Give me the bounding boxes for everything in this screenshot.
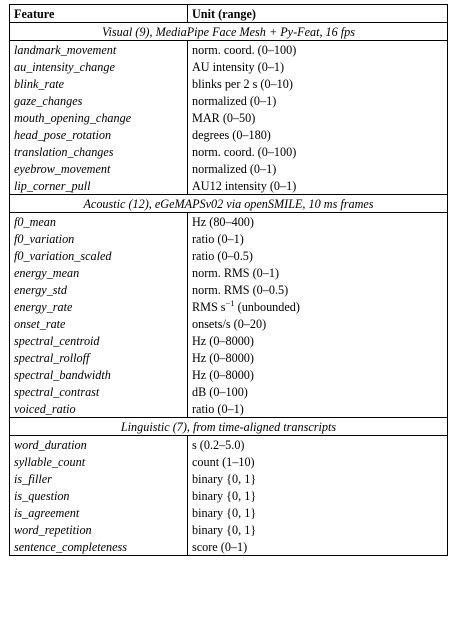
feature-unit: [188, 298, 448, 315]
feature-unit: Hz (0–8000): [188, 366, 448, 383]
feature-name: translation_changes: [10, 143, 188, 160]
feature-unit: MAR (0–50): [188, 109, 448, 126]
feature-name: word_duration: [10, 436, 188, 454]
section-title: Linguistic (7), from time-aligned transcripts: [10, 418, 448, 436]
feature-unit: binary {0, 1}: [188, 521, 448, 538]
feature-name: energy_std: [10, 281, 188, 298]
feature-name: voiced_ratio: [10, 400, 188, 418]
feature-unit: binary {0, 1}: [188, 504, 448, 521]
feature-unit: ratio (0–1): [188, 400, 448, 418]
feature-name: landmark_movement: [10, 41, 188, 59]
unit-main: RMS s: [192, 299, 226, 314]
feature-table-container: [9, 4, 448, 556]
feature-unit: binary {0, 1}: [188, 487, 448, 504]
table-row: [10, 230, 448, 247]
table-row: [10, 315, 448, 332]
feature-unit: Hz (0–8000): [188, 332, 448, 349]
feature-unit: ratio (0–0.5): [188, 247, 448, 264]
table-row: [10, 281, 448, 298]
table-row: [10, 264, 448, 281]
table-row: [10, 92, 448, 109]
table-row: [10, 143, 448, 160]
feature-name: spectral_rolloff: [10, 349, 188, 366]
section-header-acoustic: [10, 195, 448, 213]
feature-name: word_repetition: [10, 521, 188, 538]
table-row: [10, 298, 448, 315]
feature-name: onset_rate: [10, 315, 188, 332]
table-row: [10, 213, 448, 231]
feature-name: energy_mean: [10, 264, 188, 281]
section-title: Acoustic (12), eGeMAPSv02 via openSMILE, 10 ms frames: [10, 195, 448, 213]
feature-name: is_filler: [10, 470, 188, 487]
feature-unit: normalized (0–1): [188, 92, 448, 109]
table-row: [10, 160, 448, 177]
feature-unit: normalized (0–1): [188, 160, 448, 177]
unit-tail: (unbounded): [234, 299, 300, 314]
section-title: Visual (9), MediaPipe Face Mesh + Py-Feat, 16 fps: [10, 23, 448, 41]
feature-unit: ratio (0–1): [188, 230, 448, 247]
feature-unit: s (0.2–5.0): [188, 436, 448, 454]
table-row: [10, 349, 448, 366]
unit-superscript: −1: [225, 297, 235, 308]
feature-name: sentence_completeness: [10, 538, 188, 556]
feature-unit: norm. coord. (0–100): [188, 41, 448, 59]
feature-name: head_pose_rotation: [10, 126, 188, 143]
feature-unit: norm. coord. (0–100): [188, 143, 448, 160]
feature-name: eyebrow_movement: [10, 160, 188, 177]
feature-unit: Hz (80–400): [188, 213, 448, 231]
table-row: [10, 504, 448, 521]
table-row: [10, 126, 448, 143]
table-row: [10, 453, 448, 470]
table-row: [10, 521, 448, 538]
feature-unit: degrees (0–180): [188, 126, 448, 143]
table-row: [10, 75, 448, 92]
table-row: [10, 487, 448, 504]
feature-name: f0_variation: [10, 230, 188, 247]
section-header-visual: [10, 23, 448, 41]
feature-unit: dB (0–100): [188, 383, 448, 400]
feature-name: is_question: [10, 487, 188, 504]
column-header-feature: Feature: [10, 5, 188, 23]
table-row: [10, 538, 448, 556]
feature-name: spectral_centroid: [10, 332, 188, 349]
feature-unit: Hz (0–8000): [188, 349, 448, 366]
section-header-linguistic: [10, 418, 448, 436]
feature-unit: norm. RMS (0–1): [188, 264, 448, 281]
table-row: [10, 400, 448, 418]
feature-name: spectral_contrast: [10, 383, 188, 400]
table-row: [10, 177, 448, 195]
feature-unit: onsets/s (0–20): [188, 315, 448, 332]
table-row: [10, 109, 448, 126]
feature-name: mouth_opening_change: [10, 109, 188, 126]
column-header-unit: Unit (range): [188, 5, 448, 23]
feature-unit: AU12 intensity (0–1): [188, 177, 448, 195]
feature-unit: AU intensity (0–1): [188, 58, 448, 75]
feature-unit: binary {0, 1}: [188, 470, 448, 487]
feature-unit: score (0–1): [188, 538, 448, 556]
feature-name: energy_rate: [10, 298, 188, 315]
feature-name: f0_variation_scaled: [10, 247, 188, 264]
table-row: [10, 41, 448, 59]
table-row: [10, 383, 448, 400]
feature-unit: blinks per 2 s (0–10): [188, 75, 448, 92]
table-row: [10, 247, 448, 264]
feature-unit: count (1–10): [188, 453, 448, 470]
feature-name: gaze_changes: [10, 92, 188, 109]
feature-name: spectral_bandwidth: [10, 366, 188, 383]
feature-name: au_intensity_change: [10, 58, 188, 75]
feature-name: is_agreement: [10, 504, 188, 521]
feature-unit: norm. RMS (0–0.5): [188, 281, 448, 298]
table-row: [10, 332, 448, 349]
feature-name: blink_rate: [10, 75, 188, 92]
feature-name: lip_corner_pull: [10, 177, 188, 195]
table-row: [10, 470, 448, 487]
table-row: [10, 58, 448, 75]
feature-name: f0_mean: [10, 213, 188, 231]
table-row: [10, 366, 448, 383]
table-header-row: [10, 5, 448, 23]
table-row: [10, 436, 448, 454]
feature-name: syllable_count: [10, 453, 188, 470]
feature-table: [9, 4, 448, 556]
